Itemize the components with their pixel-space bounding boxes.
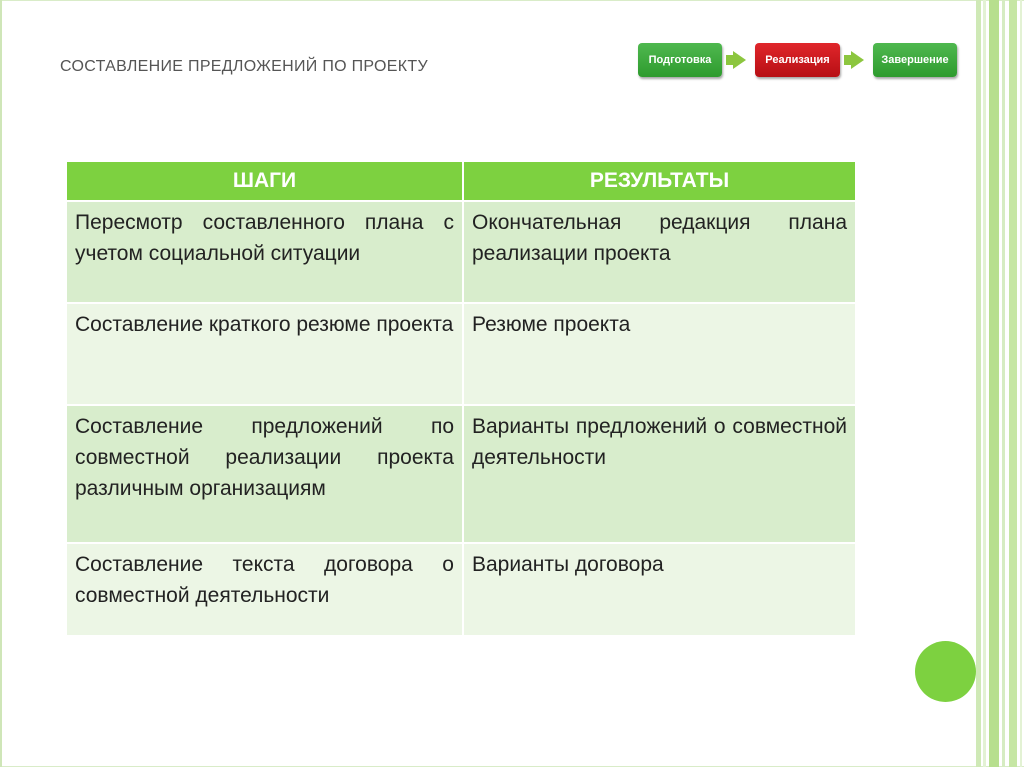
slide-bottom-border [0,761,1024,767]
decorative-circle [915,641,976,702]
arrow-right-icon [733,51,746,69]
step-cell: Составление текста договора о совместной деятельности [67,543,463,635]
flow-step-completion[interactable]: Завершение [873,43,957,77]
step-cell: Составление предложений по совместной реализации проекта различным организациям [67,405,463,543]
slide-title: СОСТАВЛЕНИЕ ПРЕДЛОЖЕНИЙ ПО ПРОЕКТУ [60,58,428,75]
header-steps: ШАГИ [67,162,463,201]
header-results: РЕЗУЛЬТАТЫ [463,162,855,201]
table-row [67,543,855,635]
result-cell: Варианты предложений о совместной деятельности [463,405,855,543]
table-row [67,405,855,543]
slide-left-border [0,0,12,767]
result-cell: Окончательная редакция плана реализации проекта [463,201,855,303]
steps-results-table [67,162,855,635]
result-cell: Резюме проекта [463,303,855,405]
decorative-stripes [976,0,1024,767]
process-flow [638,43,960,79]
flow-step-implementation[interactable]: Реализация [755,43,840,77]
flow-step-preparation[interactable]: Подготовка [638,43,722,77]
step-cell: Составление краткого резюме проекта [67,303,463,405]
step-cell: Пересмотр составленного плана с учетом социальной ситуации [67,201,463,303]
table-row [67,201,855,303]
result-cell: Варианты договора [463,543,855,635]
table-header-row [67,162,855,201]
table-row [67,303,855,405]
slide-top-border [0,0,1024,6]
arrow-right-icon [851,51,864,69]
